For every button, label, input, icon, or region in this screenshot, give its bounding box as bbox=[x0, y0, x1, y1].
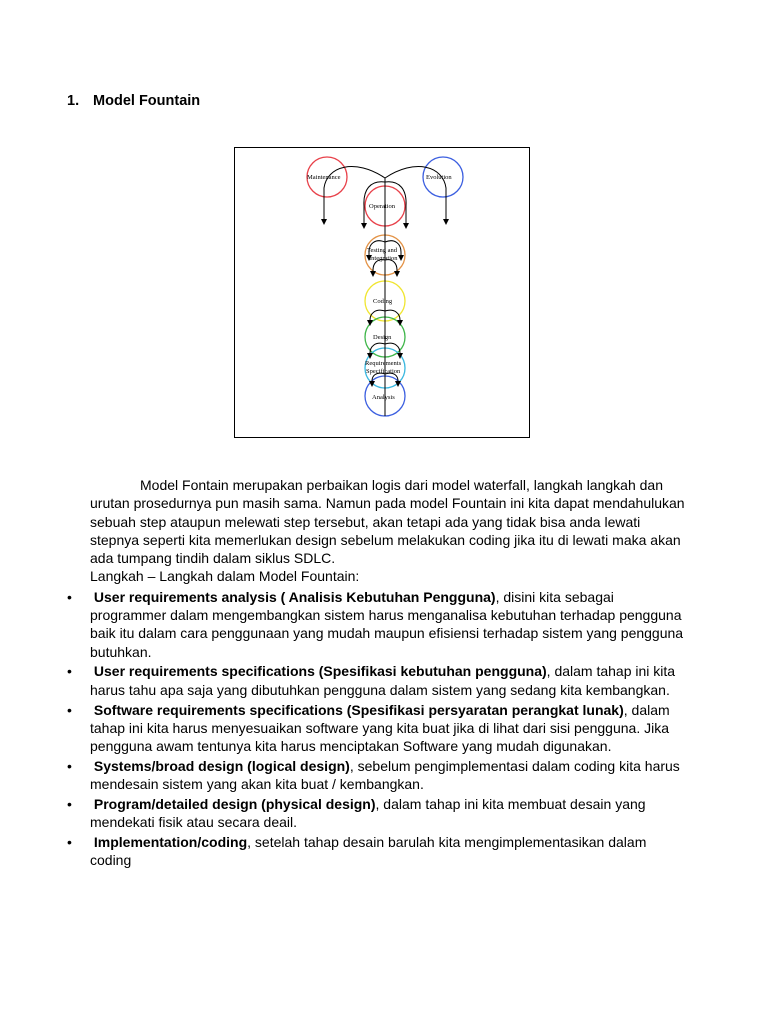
bullet-icon: • bbox=[67, 663, 72, 680]
list-item bbox=[67, 588, 690, 661]
list-item bbox=[67, 662, 690, 699]
step-desc: , disini kita sebagai programmer dalam mengembangkan sistem harus menganalisa kebutuhan terhadap pengguna baik itu dalam cara penggunaan yang mudah maupun efisiensi terhadap sistem yang pengguna butuhkan. bbox=[90, 588, 684, 660]
label-design: Design bbox=[373, 334, 392, 341]
step-desc: , setelah tahap desain barulah kita mengimplementasikan dalam coding bbox=[90, 834, 647, 869]
bullet-icon: • bbox=[67, 834, 72, 851]
bullet-icon: • bbox=[67, 701, 72, 718]
section-heading bbox=[67, 93, 200, 109]
bullet-icon: • bbox=[67, 588, 72, 605]
fountain-model-figure bbox=[234, 147, 530, 438]
label-evolution: Evolution bbox=[426, 174, 452, 181]
step-term: Program/detailed design (physical design) bbox=[93, 796, 376, 813]
bullet-icon: • bbox=[67, 757, 72, 774]
step-term: Software requirements specifications (Spesifikasi persyaratan perangkat lunak) bbox=[93, 701, 624, 718]
label-analysis: Analysis bbox=[372, 394, 395, 401]
label-requirements-line1: Requirements bbox=[365, 360, 402, 367]
heading-number: 1. bbox=[67, 93, 80, 109]
label-coding: Coding bbox=[373, 298, 393, 305]
list-item bbox=[67, 757, 690, 794]
steps-list bbox=[67, 588, 690, 870]
step-desc: , dalam tahap ini kita harus menyesuaikan software yang kita buat jika di lihat dari sisi pengguna. Jika pengguna awam tentunya kita harus menciptakan Software yang mudah digunakan. bbox=[90, 701, 670, 755]
label-maintenance: Maintenance bbox=[307, 174, 341, 181]
list-item bbox=[67, 795, 690, 832]
label-requirements-line2: Specification bbox=[366, 368, 401, 375]
label-testing-line1: Testing and bbox=[367, 247, 398, 254]
list-item bbox=[67, 833, 690, 870]
steps-intro: Langkah – Langkah dalam Model Fountain: bbox=[90, 568, 360, 585]
list-item bbox=[67, 701, 690, 756]
bullet-icon: • bbox=[67, 796, 72, 813]
step-term: Implementation/coding bbox=[93, 834, 248, 851]
step-desc: , sebelum pengimplementasi dalam coding kita harus mendesain sistem yang akan kita buat / kembangkan. bbox=[90, 757, 680, 793]
intro-paragraph: Model Fontain merupakan perbaikan logis dari model waterfall, langkah langkah dan urutan prosedurnya pun masih sama. Namun pada model Fountain ini kita dapat mendahulukan sebuah step ataupun melewati step tersebut, akan tetapi ada yang tidak bisa anda lewati stepnya seperti kita memerlukan design sebelum melakukan coding jika itu di lewati maka akan ada tumpang tindih dalam siklus SDLC. bbox=[90, 477, 685, 567]
step-term: Systems/broad design (logical design) bbox=[93, 757, 350, 774]
step-desc: , dalam tahap ini kita harus tahu apa saja yang dibutuhkan pengguna dalam sistem yang sedang kita kembangkan. bbox=[90, 663, 676, 698]
fountain-diagram bbox=[235, 148, 531, 439]
label-operation: Operation bbox=[369, 203, 395, 210]
body-text bbox=[67, 476, 690, 871]
step-term: User requirements specifications (Spesifikasi kebutuhan pengguna) bbox=[93, 663, 547, 680]
step-desc: , dalam tahap ini kita membuat desain yang mendekati fisik atau secara deail. bbox=[90, 796, 646, 831]
heading-title: Model Fountain bbox=[93, 93, 201, 109]
label-testing-line2: Integration bbox=[369, 255, 398, 262]
step-term: User requirements analysis ( Analisis Kebutuhan Pengguna) bbox=[93, 588, 496, 605]
